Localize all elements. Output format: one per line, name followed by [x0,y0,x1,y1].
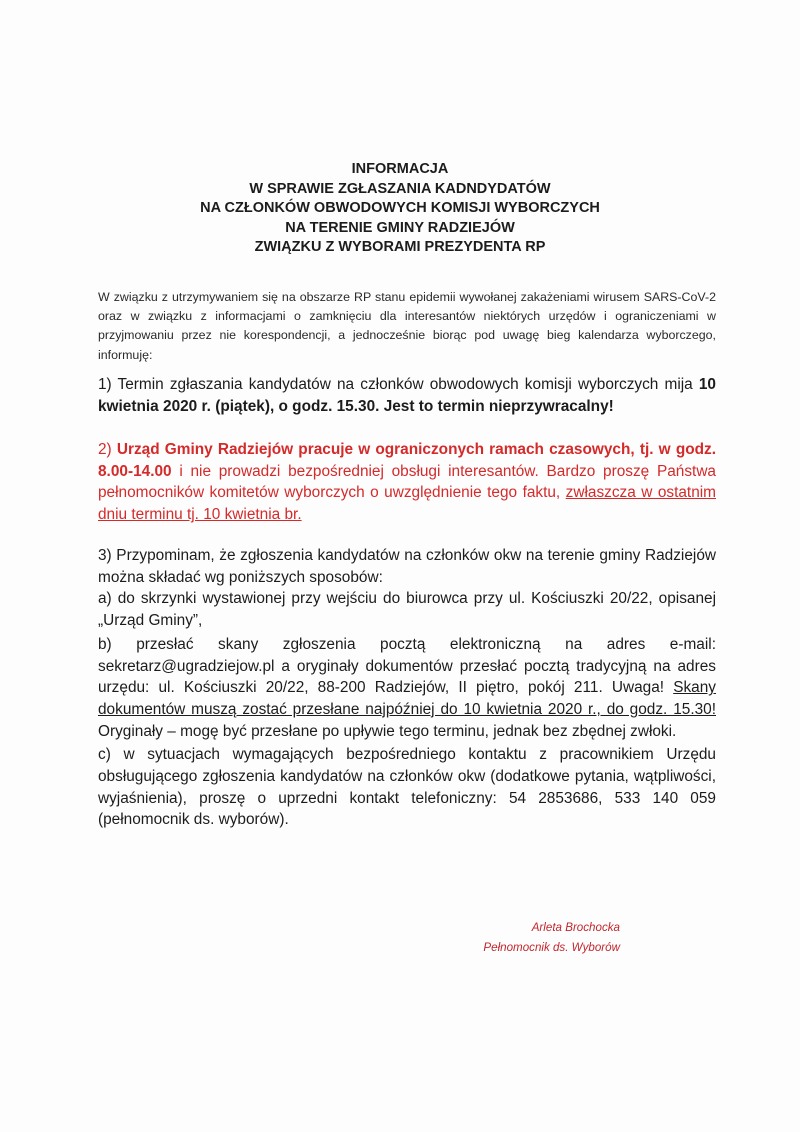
point-2-underline: zwłaszcza w ostatnim dniu terminu tj. 10 kwietnia br. [98,484,716,524]
point-2-hours: Urząd Gminy Radziejów pracuje w ograniczonych ramach czasowych, tj. w godz. 8.00-14.00 [98,441,716,480]
point-2-paragraph [98,439,716,526]
point-3-b-text: b) przesłać skany zgłoszenia pocztą elektroniczną na adres e-mail: sekretarz@ugradziejow.pl a oryginały dokumentów przesłać pocztą tradycyjną na adres urzędu: ul. Kościuszki 20/22, 88-200 Radziejów, II piętro, pokój 211. Uwaga! [98,635,716,697]
point-3-intro: 3) Przypominam, że zgłoszenia kandydatów na członków okw na terenie gminy Radziejów można składać wg poniższych sposobów: [98,547,716,586]
point-2-text: i nie prowadzi bezpośredniej obsługi interesantów. Bardzo proszę Państwa pełnomocników komitetów wyborczych o uwzględnienie tego faktu, [98,462,716,502]
title-line-3: NA CZŁONKÓW OBWODOWYCH KOMISJI WYBORCZYCH [200,200,600,216]
signature-role: Pełnomocnik ds. Wyborów [483,941,620,954]
point-1-text: 1) Termin zgłaszania kandydatów na członków obwodowych komisji wyborczych mija [98,376,699,393]
point-3-option-a: a) do skrzynki wystawionej przy wejściu do biurowca przy ul. Kościuszki 20/22, opisanej „Urząd Gminy”, [98,590,716,630]
point-1-deadline: 10 kwietnia 2020 r. (piątek), o godz. 15.30. Jest to termin nieprzywracalny! [98,376,716,415]
title-line-1: INFORMACJA [351,161,449,177]
point-1-paragraph [98,374,716,417]
title-line-2: W SPRAWIE ZGŁASZANIA KADNDYDATÓW [249,180,551,197]
point-3-b-underline: Skany dokumentów muszą zostać przesłane najpóźniej do 10 kwietnia 2020 r., do godz. 15.30! [98,679,716,718]
intro-paragraph: W związku z utrzymywaniem się na obszarze RP stanu epidemii wywołanej zakażeniami wirusem SARS-CoV-2 oraz w związku z informacjami o zamknięciu dla interesantów niektórych urzędów i ograniczeniami w przyjmowaniu przez nie korespondencji, a jednocześnie biorąc pod uwagę bieg kalendarza wyborczego, informuję: [98,290,716,362]
title-line-4: NA TERENIE GMINY RADZIEJÓW [285,219,515,236]
point-3-option-b [98,634,716,743]
point-2-prefix: 2) [98,441,117,458]
document-title [0,160,800,258]
point-3-b-after: Oryginały – mogę być przesłane po upływie tego terminu, jednak bez zbędnej zwłoki. [98,722,677,740]
point-3-option-c: c) w sytuacjach wymagających bezpośredniego kontaktu z pracownikiem Urzędu obsługującego zgłoszenia kandydatów na członków okw (dodatkowe pytania, wątpliwości, wyjaśnienia), proszę o uprzedni kontakt telefoniczny: 54 2853686, 533 140 059 (pełnomocnik ds. wyborów). [98,746,716,829]
signature-block [483,918,620,958]
title-line-5: ZWIĄZKU Z WYBORAMI PREZYDENTA RP [254,239,546,255]
point-3-section [98,545,716,831]
signature-name: Arleta Brochocka [531,921,620,934]
